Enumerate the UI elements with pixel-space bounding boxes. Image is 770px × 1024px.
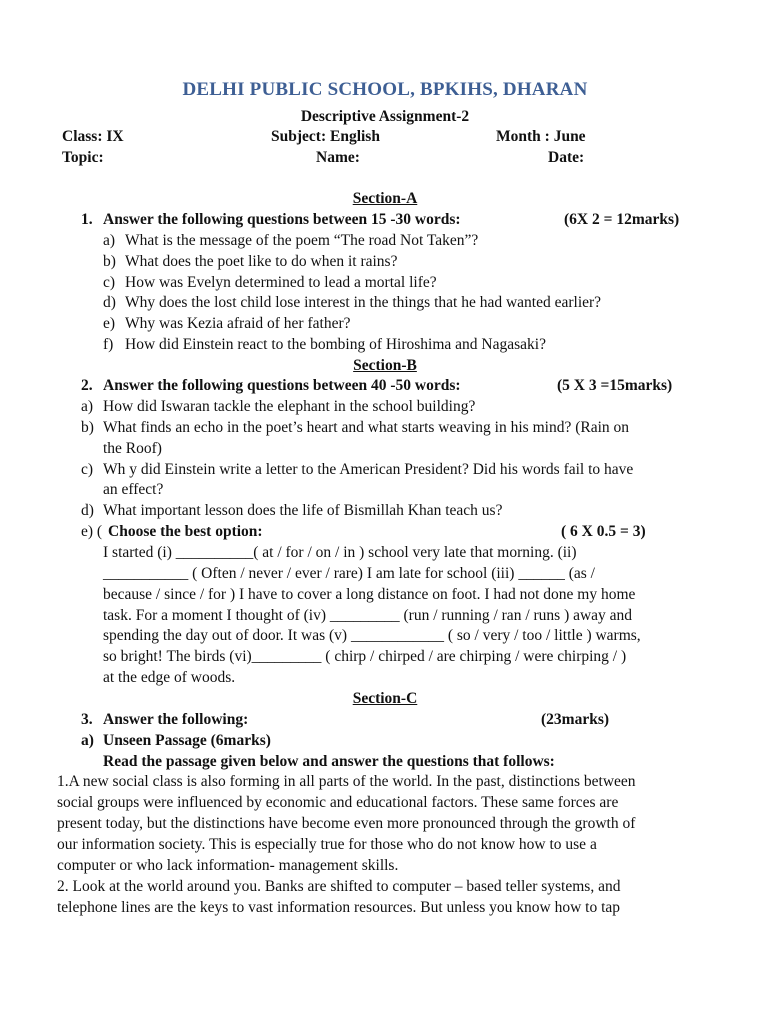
cloze-line: at the edge of woods. xyxy=(103,669,236,686)
list-item: Wh y did Einstein write a letter to the American President? Did his words fail to have xyxy=(103,461,634,478)
passage-line: present today, but the distinctions have become even more pronounced through the growth of xyxy=(57,815,636,832)
list-item-label: c) xyxy=(103,274,116,291)
question-3-text: Answer the following: xyxy=(103,711,249,728)
question-3-number: 3. xyxy=(81,711,93,728)
unseen-passage-title: Unseen Passage (6marks) xyxy=(103,732,271,749)
class-label: Class: IX xyxy=(62,128,124,145)
list-item-label: e) xyxy=(103,315,116,332)
list-item-label: c) xyxy=(81,461,94,478)
question-1-text: Answer the following questions between 15 -30 words: xyxy=(103,211,461,228)
section-a-title: Section-A xyxy=(352,190,418,207)
section-b-title: Section-B xyxy=(353,357,417,374)
list-item: How was Evelyn determined to lead a mortal life? xyxy=(125,274,437,291)
list-item-label: d) xyxy=(103,294,116,311)
passage-line: telephone lines are the keys to vast information resources. But unless you know how to tap xyxy=(57,899,621,916)
list-item: What finds an echo in the poet’s heart and what starts weaving in his mind? (Rain on xyxy=(103,419,630,436)
question-1-marks: (6X 2 = 12marks) xyxy=(564,211,680,228)
school-title: DELHI PUBLIC SCHOOL, BPKIHS, DHARAN xyxy=(182,79,588,100)
list-item-label: a) xyxy=(103,232,116,249)
cloze-line: spending the day out of door. It was (v) ____________ ( so / very / too / little ) warms, xyxy=(103,627,641,644)
question-3-marks: (23marks) xyxy=(541,711,610,728)
list-item-label: b) xyxy=(103,253,116,270)
list-item: the Roof) xyxy=(103,440,162,457)
passage-line: our information society. This is especially true for those who do not know how to use a xyxy=(57,836,597,853)
passage-line: social groups were influenced by economic and educational factors. These same forces are xyxy=(57,794,619,811)
passage-line: 2. Look at the world around you. Banks are shifted to computer – based teller systems, and xyxy=(57,878,621,895)
list-item: What important lesson does the life of Bismillah Khan teach us? xyxy=(103,502,503,519)
passage-instruction: Read the passage given below and answer the questions that follows: xyxy=(103,753,555,770)
cloze-line: I started (i) __________( at / for / on / in ) school very late that morning. (ii) xyxy=(103,544,577,561)
list-item: How did Iswaran tackle the elephant in the school building? xyxy=(103,398,476,415)
list-item-label: d) xyxy=(81,502,94,519)
question-1-number: 1. xyxy=(81,211,93,228)
cloze-line: because / since / for ) I have to cover a long distance on foot. I had not done my home xyxy=(103,586,636,603)
list-item: Why does the lost child lose interest in the things that he had wanted earlier? xyxy=(125,294,602,311)
date-label: Date: xyxy=(548,149,585,166)
topic-label: Topic: xyxy=(62,149,104,166)
passage-line: computer or who lack information- management skills. xyxy=(57,857,399,874)
list-item-label: a) xyxy=(81,398,94,415)
list-item: an effect? xyxy=(103,481,164,498)
subject-label: Subject: English xyxy=(271,128,380,145)
question-2-number: 2. xyxy=(81,377,93,394)
list-item: Why was Kezia afraid of her father? xyxy=(125,315,351,332)
section-c-title: Section-C xyxy=(352,690,418,707)
option-e-title: Choose the best option: xyxy=(108,523,263,540)
month-label: Month : June xyxy=(496,128,586,145)
question-2-text: Answer the following questions between 40 -50 words: xyxy=(103,377,461,394)
passage-line: 1.A new social class is also forming in all parts of the world. In the past, distinctions between xyxy=(57,773,636,790)
question-2-marks: (5 X 3 =15marks) xyxy=(557,377,673,394)
list-item-label: b) xyxy=(81,419,94,436)
cloze-line: ___________ ( Often / never / ever / rare) I am late for school (iii) ______ (as / xyxy=(103,565,595,582)
list-item: What is the message of the poem “The road Not Taken”? xyxy=(125,232,479,249)
option-e-marks: ( 6 X 0.5 = 3) xyxy=(561,523,646,540)
list-item: What does the poet like to do when it rains? xyxy=(125,253,398,270)
cloze-line: so bright! The birds (vi)_________ ( chirp / chirped / are chirping / were chirping / ) xyxy=(103,648,627,665)
cloze-line: task. For a moment I thought of (iv) _________ (run / running / ran / runs ) away and xyxy=(103,607,633,624)
assignment-title: Descriptive Assignment-2 xyxy=(300,108,470,125)
sub-question-label: a) xyxy=(81,732,94,749)
list-item-label: f) xyxy=(103,336,114,353)
list-item: How did Einstein react to the bombing of Hiroshima and Nagasaki? xyxy=(125,336,546,353)
name-label: Name: xyxy=(316,149,360,166)
option-e-label: e) ( xyxy=(81,523,103,540)
